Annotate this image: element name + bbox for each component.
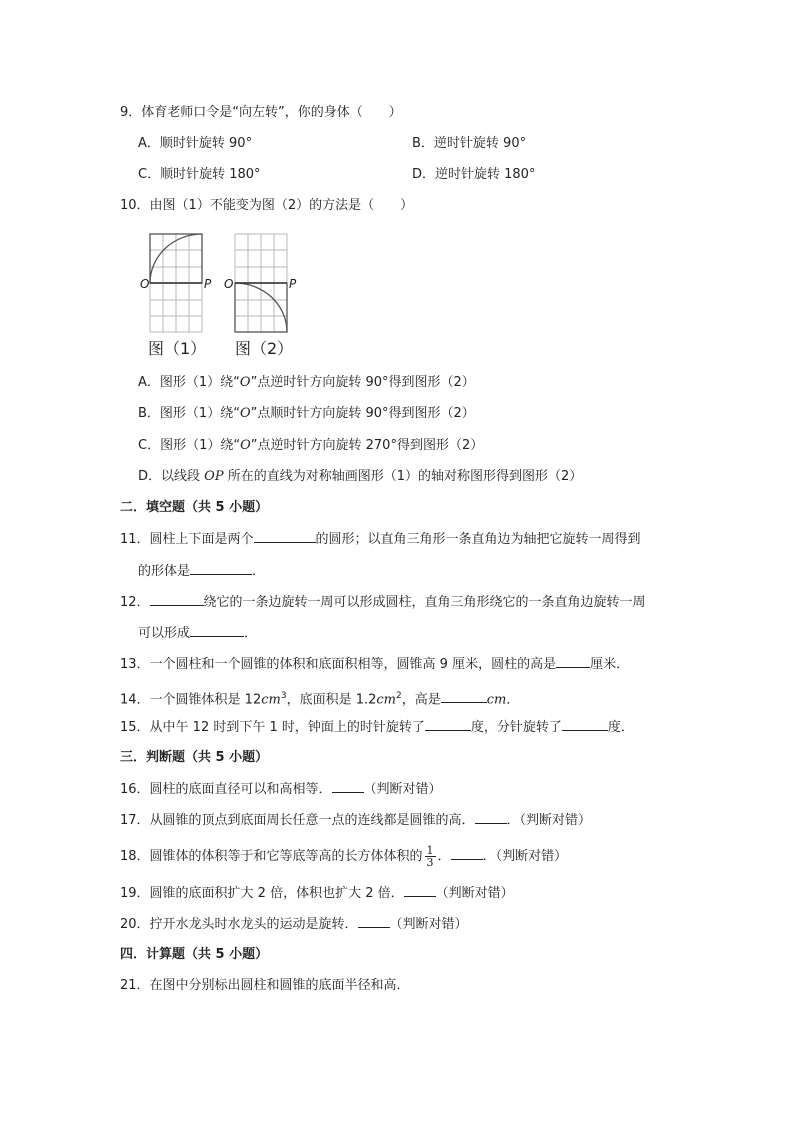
q17-blank[interactable] xyxy=(475,811,507,824)
q10-c-o: O xyxy=(240,438,251,453)
q11-blank-1[interactable] xyxy=(254,530,316,543)
q20-text-b: （判断对错） xyxy=(389,917,468,932)
q10-option-c xyxy=(138,437,483,455)
q21 xyxy=(120,977,410,995)
q15-blank-1[interactable] xyxy=(425,718,471,731)
q21-text: 21．在图中分别标出圆柱和圆锥的底面半径和高． xyxy=(120,978,410,993)
q10-a-pre: A．图形（1）绕“ xyxy=(138,375,240,390)
q11-text-a: 11．圆柱上下面是两个 xyxy=(120,532,254,547)
q10-figure xyxy=(140,228,310,364)
q10-d-post: 所在的直线为对称轴画图形（1）的轴对称图形得到图形（2） xyxy=(223,469,583,484)
q10-b-o: O xyxy=(239,406,251,421)
q9-option-d: D．逆时针旋转 180° xyxy=(412,167,536,182)
q10-a-o: O xyxy=(239,375,251,390)
q14-text-a: 14．一个圆锥体积是 12 xyxy=(120,692,262,708)
q14-text-e: ． xyxy=(506,692,520,708)
q17-text-b: ．（判断对错） xyxy=(506,813,592,828)
q10-a-post: ”点逆时针方向旋转 90°得到图形（2） xyxy=(250,375,475,390)
q14-unit-cm3: cm xyxy=(261,692,281,708)
q12-text-a: 12． xyxy=(120,595,150,610)
q14-unit-cm: cm xyxy=(486,692,507,708)
q15 xyxy=(120,718,634,737)
q11-line2 xyxy=(138,562,265,581)
q15-text-a: 15．从中午 12 时到下午 1 时，钟面上的时针旋转了 xyxy=(120,720,425,735)
q15-blank-2[interactable] xyxy=(562,718,608,731)
q12-text-c: 可以形成 xyxy=(138,626,191,641)
q10-option-a xyxy=(138,374,475,392)
q9-option-a: A．顺时针旋转 90° xyxy=(138,136,253,151)
q9-option-c: C．顺时针旋转 180° xyxy=(138,167,261,182)
q13-text-b: 厘米． xyxy=(590,657,630,672)
q11-line1 xyxy=(120,530,641,549)
q11-blank-2[interactable] xyxy=(190,562,252,575)
q11-text-b: 的圆形；以直角三角形一条直角边为轴把它旋转一周得到 xyxy=(315,532,641,547)
q14 xyxy=(120,687,519,709)
q18-denominator: 3 xyxy=(426,856,434,869)
q19-text-a: 19．圆锥的底面积扩大 2 倍，体积也扩大 2 倍． xyxy=(120,886,404,901)
q18-fraction xyxy=(425,845,436,868)
q12-line2 xyxy=(138,624,257,643)
q16-blank[interactable] xyxy=(332,780,364,793)
q14-text-b: ，底面积是 1.2 xyxy=(286,692,377,708)
q19-blank[interactable] xyxy=(404,884,436,897)
q20-text-a: 20．拧开水龙头时水龙头的运动是旋转． xyxy=(120,917,358,932)
q11-text-c: 的形体是 xyxy=(138,564,191,579)
q14-sup3: 3 xyxy=(280,691,287,701)
q9-option-b: B．逆时针旋转 90° xyxy=(412,136,527,151)
q18-text-a: 18．圆锥体的体积等于和它等底等高的长方体体积的 xyxy=(120,849,423,864)
q12-line1 xyxy=(120,593,646,612)
q14-unit-cm2: cm xyxy=(376,692,396,708)
q14-blank[interactable] xyxy=(441,690,487,703)
q16-text-a: 16．圆柱的底面直径可以和高相等． xyxy=(120,782,332,797)
q10-stem: 10．由图（1）不能变为图（2）的方法是（ ） xyxy=(120,198,414,213)
q14-text-c: ，高是 xyxy=(401,692,441,708)
q17-text-a: 17．从圆锥的顶点到底面周长任意一点的连线都是圆锥的高． xyxy=(120,813,475,828)
q13-text-a: 13．一个圆柱和一个圆锥的体积和底面积相等，圆锥高 9 厘米，圆柱的高是 xyxy=(120,657,557,672)
q12-text-b: 绕它的一条边旋转一周可以形成圆柱，直角三角形绕它的一条直角边旋转一周 xyxy=(203,595,646,610)
q12-blank-2[interactable] xyxy=(190,624,244,637)
q18-blank[interactable] xyxy=(451,847,483,860)
q18-text-c: ．（判断对错） xyxy=(482,849,568,864)
q10-option-b xyxy=(138,405,475,423)
q9-stem: 9．体育老师口令是“向左转”，你的身体（ ） xyxy=(120,105,402,120)
q14-sup2: 2 xyxy=(395,691,402,701)
q11-text-d: ． xyxy=(252,564,266,579)
q17 xyxy=(120,811,591,830)
q10-c-post: ”点逆时针方向旋转 270°得到图形（2） xyxy=(250,438,484,453)
q10-figure-svg xyxy=(140,228,310,360)
q10-b-post: ”点顺时针方向旋转 90°得到图形（2） xyxy=(250,406,475,421)
figure2-caption: 图（2） xyxy=(235,339,294,358)
figure1-label-o: O xyxy=(140,277,150,291)
figure2-label-o: O xyxy=(224,277,234,291)
section-true-false: 三．判断题（共 5 小题） xyxy=(120,750,269,765)
q16-text-b: （判断对错） xyxy=(363,782,442,797)
q10-b-pre: B．图形（1）绕“ xyxy=(138,406,240,421)
q19-text-b: （判断对错） xyxy=(435,886,514,901)
q15-text-c: 度． xyxy=(607,720,634,735)
figure1-caption: 图（1） xyxy=(148,339,207,358)
q12-blank-1[interactable] xyxy=(150,593,204,606)
q15-text-b: 度，分针旋转了 xyxy=(470,720,562,735)
figure1-label-p: P xyxy=(204,277,212,291)
q18-numerator: 1 xyxy=(426,844,434,857)
figure2-label-p: P xyxy=(289,277,297,291)
q10-d-op: OP xyxy=(204,469,224,484)
q10-option-d xyxy=(138,468,582,486)
q18 xyxy=(120,845,567,868)
q13-blank[interactable] xyxy=(556,655,590,668)
q10-c-pre: C．图形（1）绕“ xyxy=(138,438,241,453)
q20 xyxy=(120,915,468,934)
q13 xyxy=(120,655,629,674)
q16 xyxy=(120,780,442,799)
section-calculation: 四．计算题（共 5 小题） xyxy=(120,947,269,962)
q12-text-d: ． xyxy=(244,626,258,641)
q20-blank[interactable] xyxy=(358,915,390,928)
q10-d-pre: D．以线段 xyxy=(138,469,205,484)
q19 xyxy=(120,884,514,903)
q18-text-b: ． xyxy=(437,849,451,864)
section-fill-in: 二．填空题（共 5 小题） xyxy=(120,500,269,515)
